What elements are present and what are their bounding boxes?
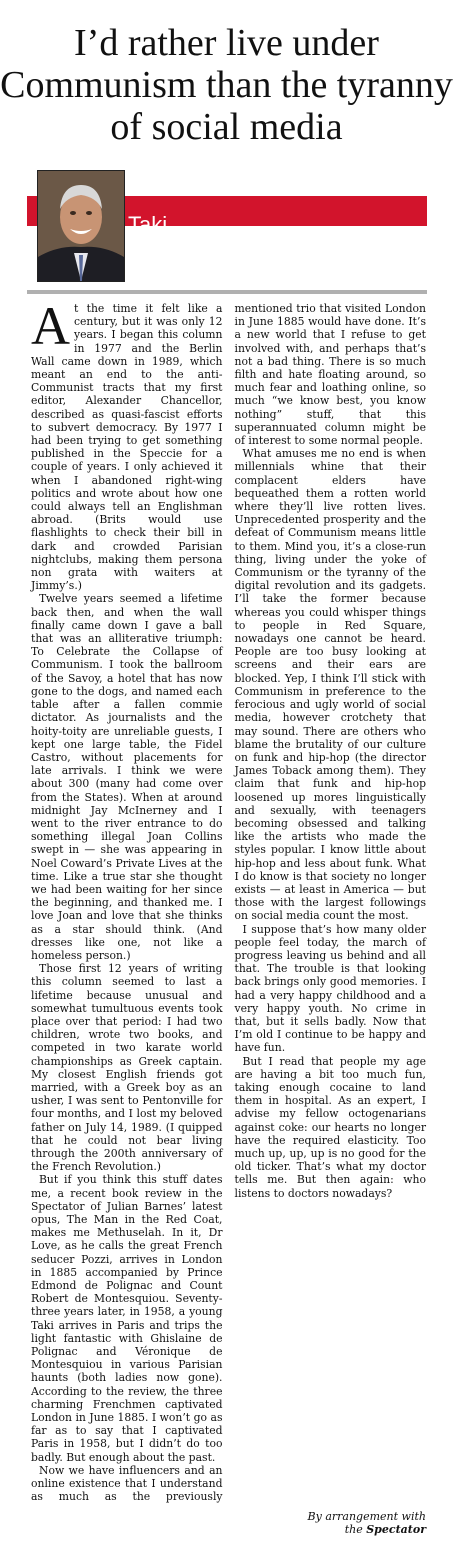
paragraph: What amuses me no end is when millennials whine that their complacent elders have bequeathed them a rotten world where they’ll live rotten lives. Unprecedented prosperity and the defeat of Communism means little to them. Mind you, it’s a close-run thing, living under the yoke of Communism or the tyranny of the digital revolution and its gadgets. I’ll take the former because whereas you could whisper things to people in Red Square, nowadays one cannot be heard. People are too busy looking at screens and their ears are blocked. Yep, I think I’ll stick with Communism in preference to the ferocious and ugly world of social media, however crotchety that may sound. There are others who blame the brutality of our culture on funk and hip-hop (the director James Toback among them). They claim that funk and hip-hop loosened up mores linguistically and sexually, with teenagers becoming obsessed and talking like the artists who made the styles popular. I know little about hip-hop and less about funk. What I do know is that society no longer exists — at least in America — but those with the largest followings on social media count the most. <box>234 447 426 923</box>
headline: I’d rather live under Communism than the tyranny of social media <box>0 22 453 148</box>
paragraph: Twelve years seemed a lifetime back then, and when the wall finally came down I gave a ball that was an alliterative triumph: To Celebrate the Collapse of Communism. I took the ballroom of the Savoy, a hotel that has now gone to the dogs, and named each table after a fallen commie dictator. As journalists and the hoity-toity are unreliable guests, I kept one large table, the Fidel Castro, without placements for late arrivals. I think we were about 300 (many had come over from the States). When at around midnight Jay McInerney and I went to the river entrance to do something illegal Joan Collins swept in — she was appearing in Noel Coward’s Private Lives at the time. Like a true star she thought we had been waiting for her since the beginning, and thanked me. I love Joan and love that she thinks as a star should think. (And dresses like one, not like a homeless person.) <box>31 592 223 962</box>
paragraph: I suppose that’s how many older people feel today, the march of progress leaving us behind and all that. The trouble is that looking back brings only good memories. I had a very happy childhood and a very happy youth. No crime in that, but it sells badly. Now that I’m old I continue to be happy and have fun. <box>234 922 426 1055</box>
author-photo <box>37 170 125 282</box>
signoff-publication: Spectator <box>366 1523 426 1536</box>
paragraph: Now we have influencers and an online existence that I understand as much as the previously mentioned trio that visited London in June 1885 would have done. It’s a new world that I refuse to get involved with, and perhaps that’s not a bad thing. There is so much filth and hate floating around, so much fear and loathing online, so much “we know best, you know nothing” stuff, that this superannuated column might be of interest to some normal people. <box>31 302 426 1504</box>
paragraph: But I read that people my age are having a bit too much fun, taking enough cocaine to land them in hospital. As an expert, I advise my fellow octogenarians against coke: our hearts no longer have the required elasticity. Too much up, up, up is no good for the old ticker. That’s what my doctor tells me. But then again: who listens to doctors nowadays? <box>234 1054 426 1200</box>
author-byline: Taki <box>128 212 168 237</box>
paragraph: Those first 12 years of writing this column seemed to last a lifetime because unusual and somewhat tumultuous events took place over that period: I had two children, wrote two books, and competed in two karate world championships as Greek captain. My closest English friends got married, with a Greek boy as an usher, I was sent to Pentonville for four months, and I lost my beloved father on July 14, 1989. (I quipped that he could not bear living through the 200th anniversary of the French Revolution.) <box>31 962 223 1174</box>
article-body <box>31 296 426 1506</box>
signoff <box>270 1510 426 1536</box>
signoff-the: the <box>344 1523 363 1536</box>
signoff-publication-line <box>270 1523 426 1536</box>
drop-cap: A <box>31 296 70 356</box>
paragraph: But if you think this stuff dates me, a recent book review in the Spectator of Julian Barnes’ latest opus, The Man in the Red Coat, makes me Methuselah. In it, Dr Love, as he calls the great French seducer Pozzi, arrives in London in 1885 accompanied by Prince Edmond de Polignac and Count Robert de Montesquiou. Seventy-three years later, in 1958, a young Taki arrives in Paris and trips the light fantastic with Ghislaine de Polignac and Véronique de Montesquiou in various Parisian haunts (both ladies now gone). According to the review, the three charming Frenchmen captivated London in June 1885. I won’t go as far as to say that I captivated Paris in 1958, but I didn’t do too badly. But enough about the past. <box>31 1173 223 1464</box>
section-rule <box>27 290 427 294</box>
signoff-line: By arrangement with <box>307 1510 426 1523</box>
lead-text: t the time it felt like a century, but it was only 12 years. I began this column in 1977 and the Berlin Wall came down in 1989, which meant an end to the anti-Communist tracts that my first editor, Alexander Chancellor, described as quasi-fascist efforts to subvert democracy. By 1977 I had been trying to get something published in the Speccie for a couple of years. I only achieved it when I abandoned right-wing politics and wrote about how one could always tell an Englishman abroad. (Brits would use flashlights to check their bill in dark and crowded Parisian nightclubs, making them persona non grata with waiters at Jimmy’s.) <box>31 302 223 593</box>
lead-paragraph <box>31 296 223 593</box>
